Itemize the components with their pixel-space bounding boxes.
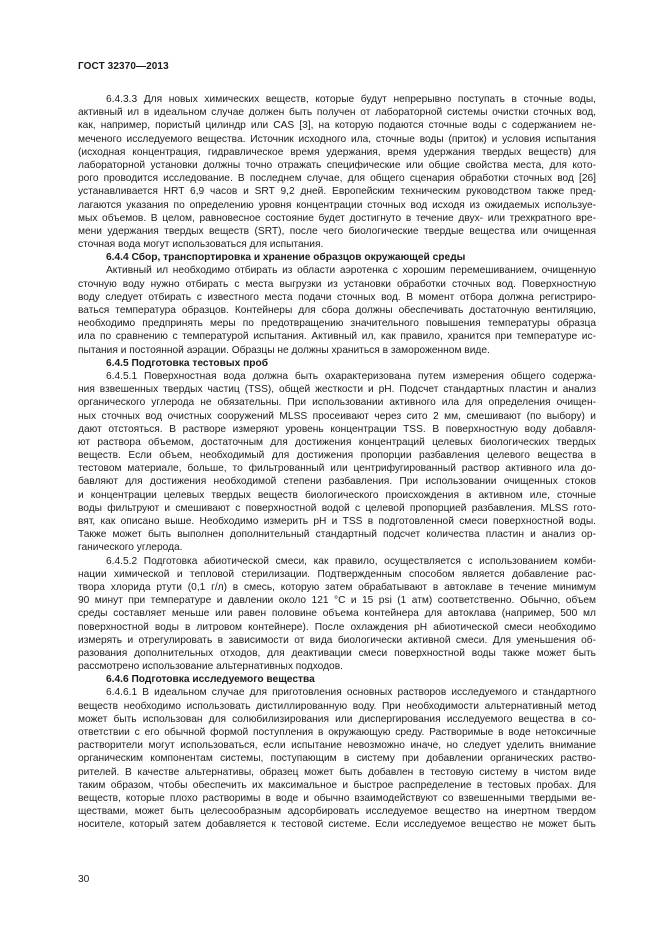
text-line: мени удержания твердых веществ (SRT), после чего биологические твердые вещества или очищенная	[78, 225, 596, 237]
text-line: Также может быть выполнен дополнительный стандартный подсчет количества пластин и анализ ор-	[78, 529, 596, 541]
text-line: Активный ил необходимо отбирать из области аэротенка с хорошим перемешиванием, очищенную	[106, 265, 596, 277]
text-line: 6.4.5.2 Подготовка абиотической смеси, как правило, осуществляется с использованием комби-	[106, 555, 596, 567]
text-line: ганического углерода.	[78, 542, 183, 554]
text-line: измерять и отрегулировать в зависимости от вида биологически активной смеси. Для уменьшения об-	[78, 634, 596, 646]
text-line: ществами, может быть целесообразным адсорбировать исследуемое вещество на инертном твердом	[78, 806, 596, 818]
text-line: меченого исследуемого вещества. Источник исходного ила, сточные воды (приток) и условия испытания	[78, 133, 596, 145]
text-line: вят, как описано выше. Необходимо измерить pH и TSS в подготовленной смеси поверхностной воды.	[78, 516, 596, 527]
text-line: веществ, которые плохо растворимы в воде и обычно взаимодействуют со взвешенными твердыми ве-	[78, 792, 596, 804]
text-line: необходимо предпринять меры по предотвращению значительного повышения температуры образца	[78, 318, 596, 330]
section-heading: 6.4.6 Подготовка исследуемого вещества	[106, 674, 315, 686]
page-number: 30	[78, 874, 90, 885]
text-line: твора хлорида ртути (0,1 г/л) в смесь, которую затем обрабатывают в автоклаве в течение минимум	[78, 581, 596, 593]
text-line: веществ необходимо использовать дистиллированную воду. При необходимости альтернативный метод	[78, 700, 596, 712]
text-line: ния взвешенных твердых частиц (TSS), общей жесткости и pH. Подсчет стандартных пластин и анализ	[78, 384, 596, 396]
text-line: поверхностной воды в литровом контейнере). После охлаждения pH абиотической смеси необходимо	[78, 621, 596, 633]
text-line: сточную воду нужно отбирать с места выгрузки из установки обработки сточных вод. Поверхностную	[78, 278, 596, 290]
text-line: рассмотрено использование альтернативных подходов.	[78, 661, 343, 673]
text-line: лабораторной установки должны точно отражать специфические или общие свойства места, для кото-	[78, 159, 596, 171]
section-heading: 6.4.5 Подготовка тестовых проб	[106, 357, 268, 369]
text-line: веществ. Если объем, необходимый для достижения пропорции разбавления целевого вещества в	[78, 450, 596, 462]
text-line: рителей. В качестве альтернативы, образец может быть добавлен в тестовую систему в чистом виде	[78, 766, 596, 778]
text-line: активный ил в идеальном случае должен быть получен от лабораторной системы очистки сточных вод,	[78, 107, 596, 119]
text-line: 6.4.6.1 В идеальном случае для приготовления основных растворов исследуемого и стандартного	[106, 687, 596, 699]
text-line: может быть использован для солюбилизирования или диспергирования исследуемого вещества в со-	[78, 713, 596, 725]
text-line: 90 минут при температуре и давлении около 121 °С и 15 psi (1 атм) соответственно. Обычно, объем	[78, 595, 596, 607]
text-line: как, например, пористый цилиндр или CAS [3], на которую подаются сточные воды с содержанием не-	[78, 120, 596, 132]
text-line: нации химической и тепловой стерилизации. Подтвержденным способом является добавление рас-	[78, 568, 596, 580]
text-line: органического углерода не обязательны. При использовании активного ила для определения очищен-	[78, 397, 596, 409]
text-line: (исходная концентрация, гидравлическое время удержания, время удержания твердых веществ) для	[78, 146, 596, 158]
text-line: ответствии с его обычной формой поступления в окружающую среду. Растворимые в воде нетоксичные	[78, 727, 596, 738]
text-line: среды составляет меньше или равен половине объема контейнера для автоклава (например, 500 мл	[78, 608, 596, 620]
text-line: носителе, который затем добавляется к тестовой системе. Если исследуемое вещество не может быть	[78, 819, 596, 831]
text-line: пытания и постоянной аэрации. Образцы не должны храниться в замороженном виде.	[78, 344, 490, 356]
text-line: мых объемов. В целом, равновесное состояние будет достигнуто в течение двух- или трехкратного вре-	[78, 212, 596, 224]
document-body	[78, 93, 596, 832]
text-line: лагаются указания по определению уровня концентрации сточных вод исходя из ожидаемых используе-	[78, 199, 596, 211]
text-line: устанавливается HRT 6,9 часов и SRT 9,2 дней. Европейским техническим руководством также пред-	[78, 186, 596, 198]
text-line: 6.4.3.3 Для новых химических веществ, которые будут непрерывно поступать в сточные воды,	[106, 94, 596, 105]
text-line: органическим компонентам системы, поступающим в систему при добавлении органических раство-	[78, 753, 596, 765]
document-header: ГОСТ 32370—2013	[78, 61, 169, 72]
text-line: дают отстояться. В растворе измеряют уровень концентрации TSS. В поверхностную воду добавля-	[78, 423, 596, 435]
text-line: и концентрации целевых твердых веществ биологического происхождения в активном иле, сточные	[78, 489, 596, 501]
text-line: ваться температура образцов. Контейнеры для сбора должны обеспечивать достаточную вентиляцию,	[78, 305, 596, 316]
text-line: 6.4.5.1 Поверхностная вода должна быть охарактеризована путем измерения общего содержа-	[106, 370, 596, 382]
text-line: рого проводится исследование. В последнем случае, для общего сценария обработки сточных вод [26]	[78, 173, 596, 185]
text-line: разования дополнительных отходов, для деактивации смеси поверхностной воды также может быть	[78, 647, 596, 659]
text-line: растворители могут использоваться, если испытание невозможно иначе, но следует уделить внимание	[78, 740, 596, 752]
text-line: воду следует отбирать с известного места подачи сточных вод. В момент отбора должна регистриро-	[78, 291, 596, 303]
text-line: ила по сравнению с температурой испытания. Активный ил, как правило, хранится при температуре ис-	[78, 331, 596, 343]
text-line: ют раствора объемом, достаточным для достижения концентраций целевых биологических твердых	[78, 436, 596, 448]
text-line: бавляют для достижения необходимой степени разбавления. При использовании очищенных стоков	[78, 476, 596, 488]
text-line: таким образом, чтобы обеспечить их максимальное и быстрое распределение в тестовых пробах. Для	[78, 779, 596, 791]
section-heading: 6.4.4 Сбор, транспортировка и хранение образцов окружающей среды	[106, 252, 466, 264]
text-line: сточная вода могут использоваться для испытания.	[78, 239, 324, 251]
text-line: тестовом материале, больше, то фильтрованный или центрифугированный раствор активного ила до-	[78, 463, 596, 475]
text-line: ных сточных вод очистных сооружений MLSS просеивают через сито 2 мм, смешивают (по выбору) и	[78, 410, 596, 422]
text-line: воды фильтруют и смешивают с поверхностной водой с целевой пропорцией разбавления. MLSS гото-	[78, 502, 596, 514]
